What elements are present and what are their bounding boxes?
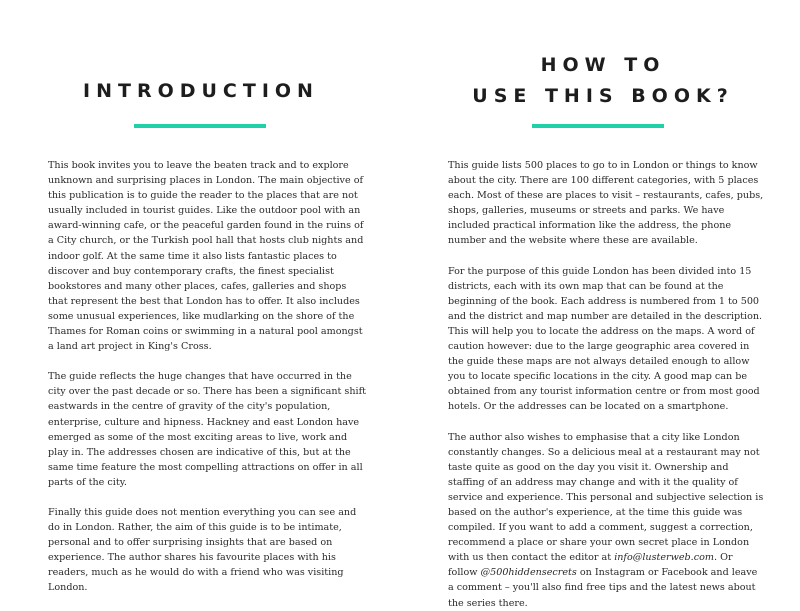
- howto-p3-text-before: The author also wishes to emphasise that a city like London constantly changes. So a delicious meal at a restaurant may not taste quite as good on the day you visit it. Ownership and staffing of an address may change and with it the quality of service and experience. This personal and subjective selection is based on the author's experience, at the time this guide was compiled. If you want to add a comment, suggest a correction, recommend a place or share your own secret place in London with us then contact the editor at: [448, 431, 764, 564]
- intro-paragraph-3: Finally this guide does not mention everything you can see and do in London. Rather, the aim of this guide is to be intimate, personal and to offer surprising insights that are based on experience. The author shares his favourite places with his readers, much as he would do with a friend who was visiting London.: [48, 506, 357, 594]
- intro-paragraph-1: This book invites you to leave the beaten track and to explore unknown and surprising places in London. The main objective of this publication is to guide the reader to the places that are not usually included in tourist guides. Like the outdoor pool with an award-winning cafe, or the peaceful garden found in the ruins of a City church, or the Turkish pool hall that hosts club nights and indoor golf. At the same time it also lists fantastic places to discover and buy contemporary crafts, the finest specialist bookstores and many other places, cafes, galleries and shops that represent the best that London has to offer. It also includes some unusual experiences, like mudlarking on the shore of the Thames for Roman coins or swimming in a natural pool amongst a land art project in King's Cross.: [48, 160, 364, 353]
- introduction-body: [48, 158, 366, 596]
- editor-email-link: info@lusterweb.com: [614, 552, 714, 564]
- howto-paragraph-2: For the purpose of this guide London has been divided into 15 districts, each with its own map that can be found at the beginning of the book. Each address is numbered from 1 to 500 and the district and map number are detailed in the description. This will help you to locate the address on the maps. A word of caution however: due to the large geographic area covered in the guide these maps are not always detailed enough to allow you to locate specific locations in the city. A good map can be obtained from any tourist information centre or from most good hotels. Or the addresses can be located on a smartphone.: [448, 265, 763, 413]
- howto-paragraph-3: [448, 430, 764, 611]
- howto-p3-text-after: on Instagram or Facebook and leave a comment – you'll also find free tips and the latest news about the series there.: [448, 567, 758, 609]
- social-handle: @500hiddensecrets: [480, 567, 577, 579]
- accent-rule-left: [134, 124, 266, 128]
- howto-paragraph-1: This guide lists 500 places to go to in London or things to know about the city. There are 100 different categories, with 5 places each. Most of these are places to visit – restaurants, cafes, pubs, shops, galleries, museums or streets and parks. We have included practical information like the address, the phone number and the website where these are available.: [448, 160, 764, 247]
- how-to-use-body: [448, 158, 764, 611]
- introduction-heading: INTRODUCTION: [83, 80, 319, 102]
- intro-paragraph-2: The guide reflects the huge changes that have occurred in the city over the past decade or so. There has been a significant shift eastwards in the centre of gravity of the city's population, enterprise, culture and hipness. Hackney and east London have emerged as some of the most exciting areas to live, work and play in. The addresses chosen are indicative of this, but at the same time feature the most compelling attractions on offer in all parts of the city.: [48, 371, 367, 488]
- heading-line-1: HOW TO: [540, 54, 666, 76]
- howto-p3-text-middle: . Or follow: [448, 552, 733, 579]
- left-page: [0, 0, 400, 600]
- heading-line-2: USE THIS BOOK?: [472, 85, 734, 107]
- accent-rule-right: [532, 124, 664, 128]
- how-to-use-heading: [400, 50, 800, 112]
